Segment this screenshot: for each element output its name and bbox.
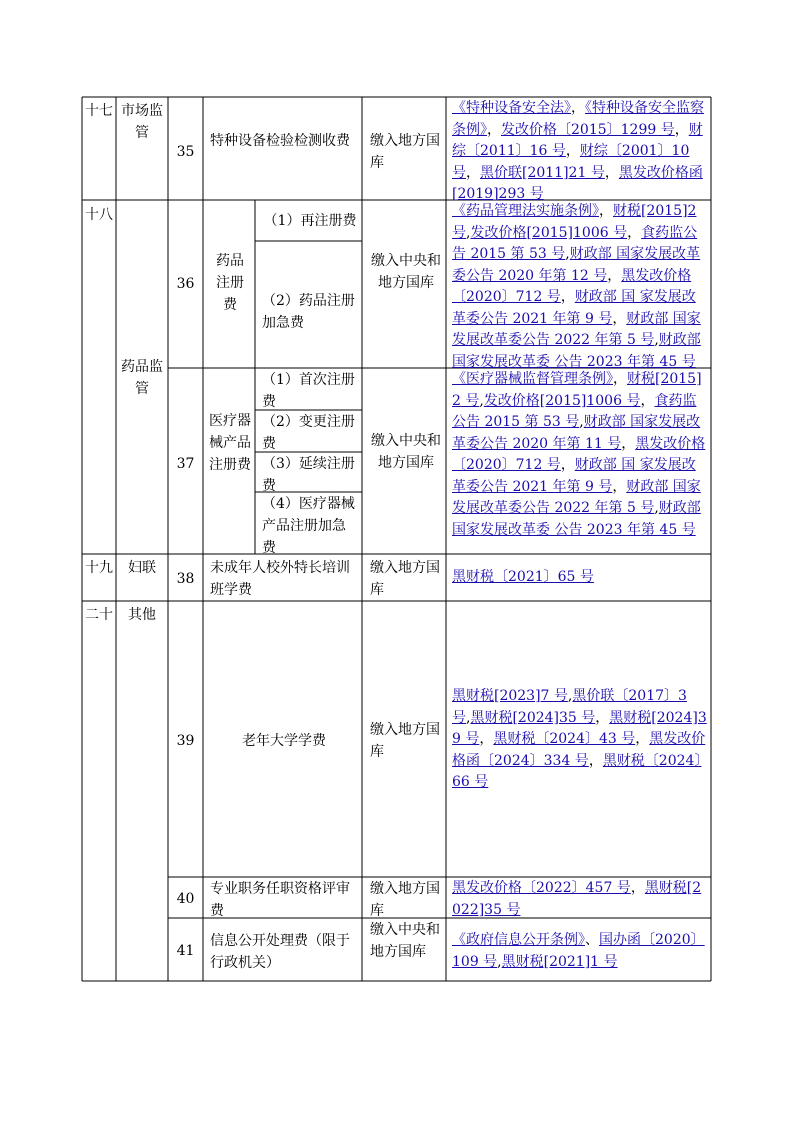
sep: ， xyxy=(560,457,575,473)
ref-link[interactable]: 黑发改价格〔2020〕712 号 xyxy=(452,435,706,473)
treasury-36: 缴入中央和地方国库 xyxy=(371,253,441,291)
ref-link[interactable]: 黑发改价格函[2019]293 号 xyxy=(452,164,703,202)
refs-35 xyxy=(452,98,708,206)
ref-link[interactable]: 《特种设备安全监察条例》 xyxy=(452,100,704,138)
ref-link[interactable]: 财政部 国家发展改革委 公告 2023 年第 45 号 xyxy=(452,500,701,538)
sep: ， xyxy=(621,435,636,452)
sep: , xyxy=(479,392,484,409)
refs-38 xyxy=(452,567,708,589)
refs-41 xyxy=(452,930,708,973)
item-no-41: 41 xyxy=(176,943,195,959)
ref-link[interactable]: 财政部 国家发展改革委公告 2022 年第 5 号 xyxy=(452,310,701,348)
ref-link[interactable]: 黑发改价格〔2020〕712 号 xyxy=(452,267,692,305)
sep: ， xyxy=(612,310,627,327)
sep: 、 xyxy=(585,932,599,948)
sub-reregistration: （1）再注册费 xyxy=(263,213,357,229)
sep: , xyxy=(565,246,570,262)
ref-link[interactable]: 黑财税〔2024〕43 号 xyxy=(493,731,636,747)
sep: ， xyxy=(599,203,613,219)
ref-link[interactable]: 财政部 国 家发展改革委公告 2021 年第 9 号 xyxy=(452,289,696,327)
sub-first-reg: （1）首次注册费 xyxy=(262,372,355,410)
ref-link[interactable]: 食药监公告 2015 第 53 号 xyxy=(452,224,698,262)
sep: , xyxy=(466,224,471,241)
row-seq-20: 二十 xyxy=(85,607,113,623)
row-seq-17: 十七 xyxy=(85,103,113,119)
ref-link[interactable]: 发改价格〔2015〕1299 号 xyxy=(501,121,675,138)
ref-link[interactable]: 黑价联[2011]21 号 xyxy=(480,164,605,181)
ref-link[interactable]: 黑财税[2021]1 号 xyxy=(501,953,618,970)
item-name-39: 老年大学学费 xyxy=(242,733,326,749)
ref-link[interactable]: 黑财税〔2024〕66 号 xyxy=(452,752,702,790)
ref-link[interactable]: 财政部 国家发展改革委 公告 2023 年第 45 号 xyxy=(452,332,701,370)
ref-link[interactable]: 财政部 国家发展改革委公告 2022 年第 5 号 xyxy=(452,478,701,516)
ref-link[interactable]: 财税[2015]2 号 xyxy=(452,371,702,409)
sep: ， xyxy=(630,880,645,896)
sep: ， xyxy=(595,709,610,726)
item-name-35: 特种设备检验检测收费 xyxy=(210,133,350,149)
item-name-40: 专业职务任职资格评审费 xyxy=(210,881,350,919)
treasury-37: 缴入中央和地方国库 xyxy=(371,433,441,471)
treasury-41: 缴入中央和地方国库 xyxy=(370,922,440,960)
dept-other: 其他 xyxy=(128,607,156,623)
ref-link[interactable]: 财政部 国家发展改革委公告 2020 年第 11 号 xyxy=(452,414,701,452)
ref-link[interactable]: 黑财税〔2021〕65 号 xyxy=(452,569,594,585)
treasury-35: 缴入地方国库 xyxy=(370,133,440,171)
ref-link[interactable]: 财政部 国家发展改革委公告 2020 年第 12 号 xyxy=(452,246,701,284)
ref-link[interactable]: 黑价联〔2017〕3 号 xyxy=(452,688,687,726)
ref-link[interactable]: 黑财税[2022]35 号 xyxy=(452,880,702,918)
dept-drug: 药品监管 xyxy=(121,359,163,397)
sep: ， xyxy=(640,392,655,409)
ref-link[interactable]: 黑财税[2023]7 号 xyxy=(452,688,568,704)
ref-link[interactable]: 黑财税[2024]35 号 xyxy=(470,709,596,726)
ref-link[interactable]: 国办函〔2020〕109 号 xyxy=(452,932,705,970)
ref-link[interactable]: 《政府信息公开条例》 xyxy=(452,932,585,948)
sub-change-reg: （2）变更注册费 xyxy=(262,414,355,452)
treasury-39: 缴入地方国库 xyxy=(370,722,440,760)
sep: ， xyxy=(588,752,603,769)
ref-link[interactable]: 发改价格[2015]1006 号 xyxy=(483,392,641,409)
sub-renew-reg: （3）延续注册费 xyxy=(262,456,355,494)
item-name-41: 信息公开处理费（限于行政机关） xyxy=(210,933,350,971)
refs-39 xyxy=(452,686,708,794)
sep: , xyxy=(654,500,659,516)
sep: ， xyxy=(571,100,585,116)
refs-37 xyxy=(452,369,708,541)
dept-womens-fed: 妇联 xyxy=(128,560,156,576)
dept-market: 市场监管 xyxy=(121,103,163,141)
ref-link[interactable]: 财综〔2001〕10 号 xyxy=(452,143,690,181)
sub-device-expedited: （4）医疗器械产品注册加急费 xyxy=(262,496,355,556)
sep: , xyxy=(654,332,659,348)
treasury-40: 缴入地方国库 xyxy=(370,881,440,919)
ref-link[interactable]: 黑发改价格〔2022〕457 号 xyxy=(452,880,631,896)
item-no-38: 38 xyxy=(176,571,195,587)
sep: ， xyxy=(613,371,627,387)
sep: ， xyxy=(627,224,642,241)
ref-link[interactable]: 《药品管理法实施条例》 xyxy=(452,203,599,219)
treasury-38: 缴入地方国库 xyxy=(370,560,440,598)
sep: ， xyxy=(604,164,619,181)
sep: ， xyxy=(560,289,575,305)
sep: , xyxy=(466,709,471,726)
row-seq-18: 十八 xyxy=(85,207,113,223)
sep: ， xyxy=(674,121,689,138)
ref-link[interactable]: 发改价格[2015]1006 号 xyxy=(470,224,628,241)
ref-link[interactable]: 财综〔2011〕16 号 xyxy=(452,121,703,159)
refs-36 xyxy=(452,201,708,373)
ref-link[interactable]: 《特种设备安全法》 xyxy=(452,100,571,116)
item-no-35: 35 xyxy=(176,144,195,160)
row-seq-19: 十九 xyxy=(85,560,113,576)
ref-link[interactable]: 《医疗器械监督管理条例》 xyxy=(452,371,613,387)
item-no-39: 39 xyxy=(176,733,195,749)
refs-40 xyxy=(452,878,708,921)
ref-link[interactable]: 财税[2015]2号 xyxy=(452,203,697,241)
item-no-37: 37 xyxy=(176,456,195,472)
ref-link[interactable]: 黑发改价格函〔2024〕334 号 xyxy=(452,731,706,769)
ref-link[interactable]: 黑财税[2024]39 号 xyxy=(452,709,707,747)
item-no-40: 40 xyxy=(176,891,195,907)
sep: ， xyxy=(487,121,501,138)
ref-link[interactable]: 财政部 国 家发展改革委公告 2021 年第 9 号 xyxy=(452,457,696,495)
sep: ， xyxy=(466,164,480,181)
item-name-38: 未成年人校外特长培训班学费 xyxy=(210,560,350,598)
ref-link[interactable]: 食药监公告 2015 第 53 号 xyxy=(452,392,697,430)
sub-expedited: （2）药品注册加急费 xyxy=(262,293,355,331)
sep: ， xyxy=(612,478,627,495)
group-drug-reg: 药品注册费 xyxy=(216,253,244,313)
sep: , xyxy=(567,688,573,704)
sep: ， xyxy=(635,731,650,747)
sep: ， xyxy=(607,267,622,284)
sep: , xyxy=(497,953,502,970)
sep: ， xyxy=(565,143,580,159)
sep: ， xyxy=(479,731,494,747)
sep: , xyxy=(579,414,584,430)
group-device-reg: 医疗器械产品注册费 xyxy=(209,413,251,473)
item-no-36: 36 xyxy=(176,276,195,292)
